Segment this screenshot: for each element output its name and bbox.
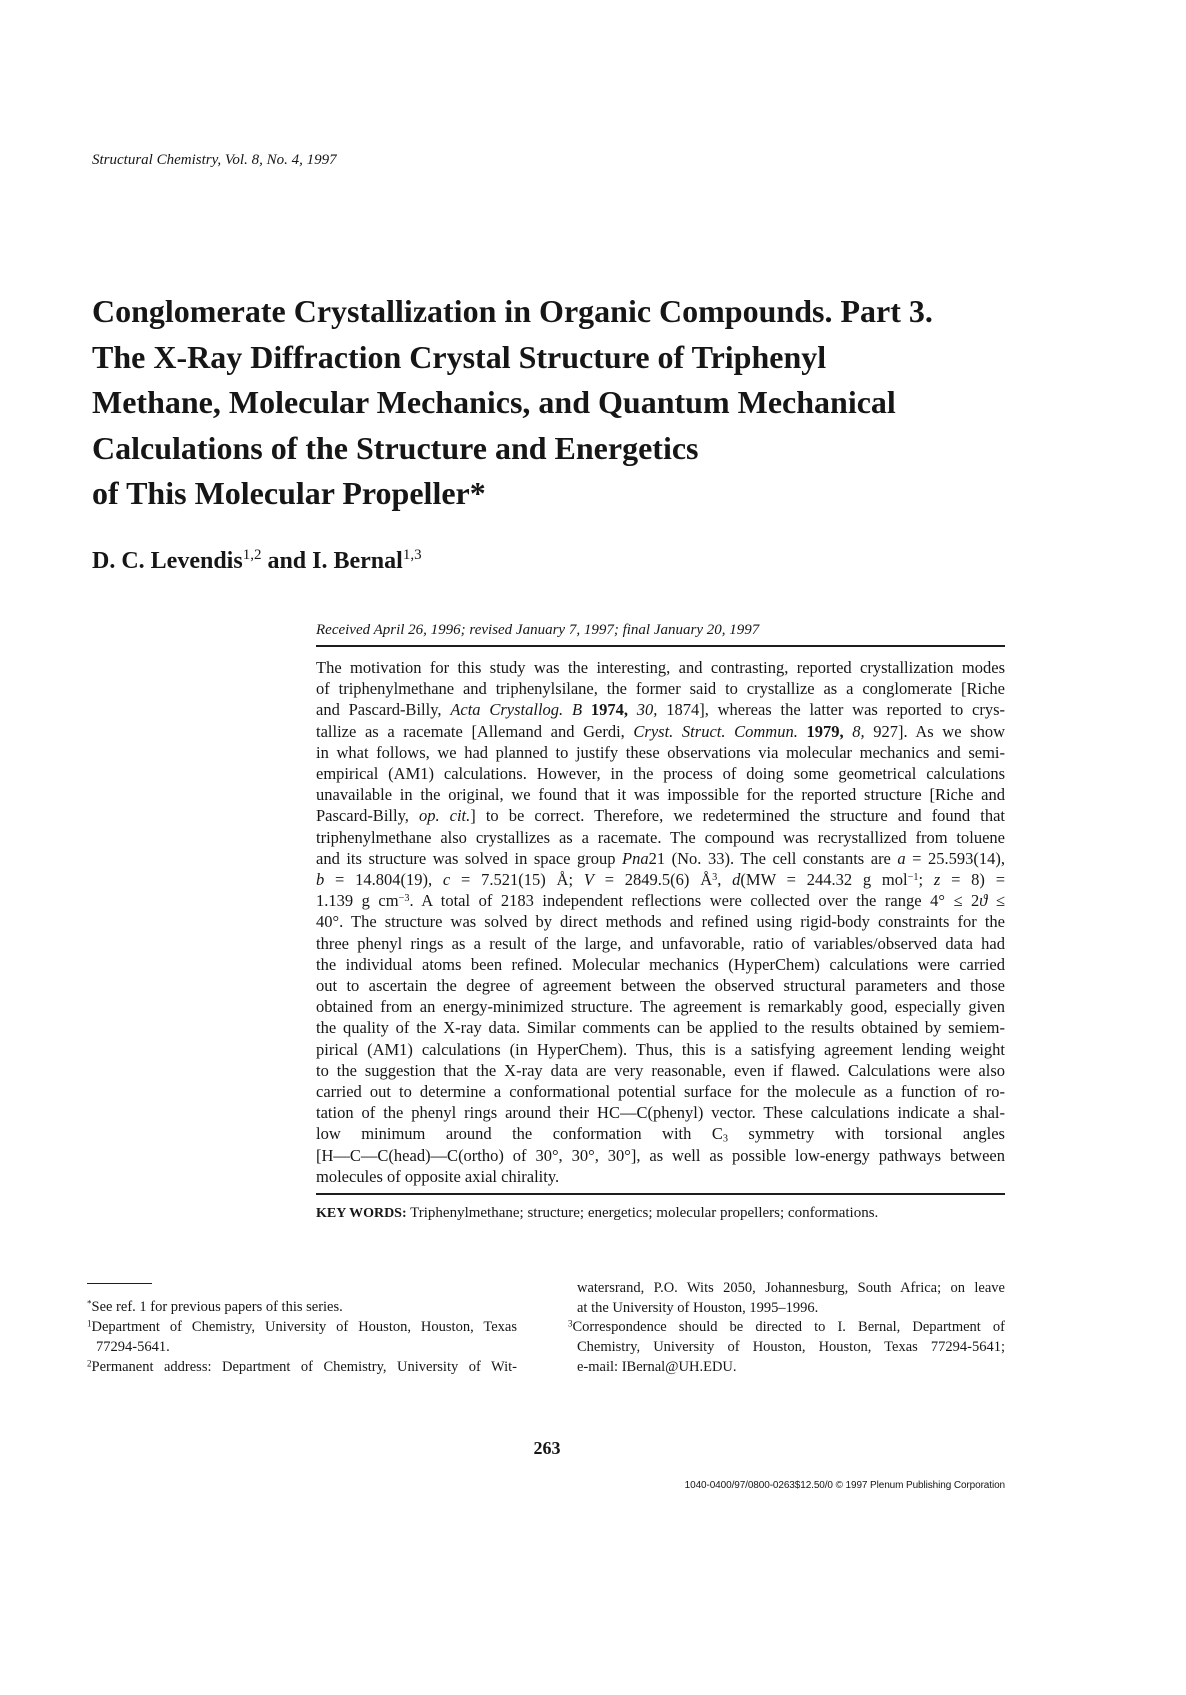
abstract-top-rule	[316, 645, 1005, 647]
superscript: −3	[398, 893, 410, 905]
text-run: unavailable in the original, we found that it was impossible for the reported structure [Riche and	[316, 785, 1005, 805]
text-run: out to ascertain the degree of agreement between the observed structural parameters and those	[316, 976, 1005, 996]
article-title	[92, 289, 933, 517]
subscript: 3	[722, 1134, 728, 1146]
author-affiliation-marks: 1,3	[402, 547, 422, 563]
abstract-line	[316, 827, 1005, 848]
abstract-line	[316, 1081, 1005, 1102]
text-run: three phenyl rings as a result of the large, and unfavorable, ratio of variables/observed data had	[316, 933, 1005, 953]
italic-text: Pna	[622, 848, 649, 868]
text-run: = 2849.5(6) Å	[593, 870, 713, 890]
abstract-line	[316, 763, 1005, 784]
copyright-line: 1040-0400/97/0800-0263$12.50/0 © 1997 Plenum Publishing Corporation	[684, 1480, 1005, 1491]
footnote-line	[87, 1297, 517, 1317]
abstract-line	[316, 742, 1005, 763]
abstract-line	[316, 721, 1005, 742]
footnotes-left-column	[87, 1297, 517, 1377]
footnote-line	[87, 1317, 517, 1337]
italic-text: Cryst. Struct. Commun.	[633, 721, 798, 741]
text-run: = 7.521(15) Å;	[450, 870, 584, 890]
abstract-line	[316, 1123, 1005, 1144]
superscript: 2	[87, 1358, 92, 1369]
title-line: of This Molecular Propeller*	[92, 475, 486, 511]
abstract-line	[316, 699, 1005, 720]
title-line: Conglomerate Crystallization in Organic Compounds. Part 3.	[92, 293, 933, 329]
abstract-line	[316, 678, 1005, 699]
italic-text: b	[316, 870, 325, 890]
text-run: Correspondence should be directed to I. Bernal, Department of	[572, 1319, 1005, 1336]
text-run: ,	[717, 870, 733, 890]
footnote-line	[568, 1279, 1005, 1299]
keywords	[316, 1203, 878, 1224]
text-run: = 25.593(14),	[905, 848, 1005, 868]
title-line: Calculations of the Structure and Energetics	[92, 429, 699, 466]
text-run: See ref. 1 for previous papers of this series.	[91, 1299, 343, 1315]
text-run: pirical (AM1) calculations (in HyperChem). Thus, this is a satisfying agreement lending weight	[316, 1039, 1005, 1059]
text-run	[844, 722, 853, 741]
abstract-line	[316, 848, 1005, 869]
abstract-line	[316, 1102, 1005, 1123]
author-affiliation-marks: 1,2	[242, 547, 262, 563]
text-run: triphenylmethane also crystallizes as a racemate. The compound was recrystallized from toluene	[316, 827, 1005, 847]
abstract-line	[316, 1145, 1005, 1166]
footnote-line	[568, 1358, 1005, 1378]
text-run: ;	[918, 870, 934, 890]
text-run: tallize as a racemate [Allemand and Gerdi,	[316, 721, 634, 741]
text-run: the individual atoms been refined. Molecular mechanics (HyperChem) calculations were carried	[316, 954, 1005, 974]
italic-text: Acta Crystallog. B	[450, 700, 583, 720]
italic-text: d	[732, 870, 741, 890]
text-run: carried out to determine a conformational potential surface for the molecule as a function of ro-	[316, 1082, 1005, 1102]
footnote-line	[568, 1338, 1005, 1358]
text-run: 40°. The structure was solved by direct methods and refined using rigid-body constraints for the	[316, 912, 1005, 932]
text-run: obtained from an energy-minimized structure. The agreement is remarkably good, especially given	[316, 997, 1005, 1017]
text-run: [H—C—C(head)—C(ortho) of 30°, 30°, 30°], as well as possible low-energy pathways between	[316, 1145, 1005, 1165]
superscript: 3	[712, 871, 718, 883]
author-list	[92, 546, 422, 576]
abstract-line	[316, 996, 1005, 1017]
italic-text: z	[933, 870, 941, 890]
text-run: at the University of Houston, 1995–1996.	[577, 1299, 819, 1316]
text-run: low minimum around the conformation with C	[316, 1124, 723, 1144]
text-run: Chemistry, University of Houston, Houston, Texas 77294-5641;	[577, 1339, 1005, 1356]
superscript: 1	[87, 1318, 92, 1329]
abstract-line	[316, 657, 1005, 678]
footnote-line	[87, 1337, 517, 1357]
text-run: Pascard-Billy,	[316, 806, 419, 826]
text-run: 77294-5641.	[96, 1339, 170, 1355]
italic-text: op. cit.	[418, 806, 471, 826]
text-run: 1.139 g cm	[316, 891, 399, 911]
abstract-line	[316, 933, 1005, 954]
abstract-line	[316, 1166, 1005, 1187]
italic-text: 8,	[852, 721, 865, 741]
text-run: 21 (No. 33). The cell constants are	[648, 848, 898, 868]
text-run: The motivation for this study was the interesting, and contrasting, reported crystallization modes	[316, 658, 1005, 677]
abstract-line	[316, 1017, 1005, 1038]
abstract-line	[316, 911, 1005, 932]
text-run: the quality of the X-ray data. Similar comments can be applied to the results obtained by semiem-	[316, 1018, 1005, 1038]
abstract-line	[316, 1060, 1005, 1081]
superscript: −1	[907, 871, 919, 883]
title-line: Methane, Molecular Mechanics, and Quantum Mechanical	[92, 384, 896, 420]
italic-text: ϑ	[979, 891, 988, 911]
text-run: (MW = 244.32 g mol	[740, 870, 908, 890]
bold-text: 1974,	[590, 700, 628, 720]
superscript: 3	[568, 1318, 573, 1329]
text-run: e-mail: IBernal@UH.EDU.	[577, 1358, 737, 1375]
abstract-line	[316, 805, 1005, 826]
received-dates: Received April 26, 1996; revised January 7, 1997; final January 20, 1997	[316, 622, 760, 638]
text-run: . A total of 2183 independent reflections were collected over the range 4° ≤ 2	[409, 891, 980, 911]
text-run: in what follows, we had planned to justify these observations via molecular mechanics and semi-	[316, 742, 1005, 762]
text-run: 1874], whereas the latter was reported to crys-	[657, 700, 1006, 720]
text-run: to the suggestion that the X-ray data are very reasonable, even if flawed. Calculations were also	[316, 1060, 1005, 1080]
text-run: and its structure was solved in space group	[316, 848, 623, 868]
title-line: The X-Ray Diffraction Crystal Structure of Triphenyl	[92, 338, 827, 375]
footnote-rule	[87, 1283, 152, 1284]
footnote-line	[568, 1299, 1005, 1319]
abstract	[316, 657, 1005, 1187]
superscript: *	[87, 1298, 92, 1309]
author-name: I. Bernal	[312, 548, 403, 574]
page-number: 263	[533, 1438, 561, 1458]
abstract-line	[316, 975, 1005, 996]
text-run: and Pascard-Billy,	[316, 700, 451, 720]
abstract-line	[316, 890, 1005, 911]
text-run: 927]. As we show	[864, 721, 1006, 741]
italic-text: a	[897, 848, 906, 868]
text-run: tation of the phenyl rings around their HC—C(phenyl) vector. These calculations indicate a shal-	[316, 1103, 1005, 1123]
text-run: = 14.804(19),	[324, 870, 443, 890]
text-run: empirical (AM1) calculations. However, in the process of doing some geometrical calculations	[316, 764, 1005, 784]
abstract-bottom-rule	[316, 1193, 1005, 1195]
footnotes-right-column	[568, 1279, 1005, 1378]
abstract-line	[316, 869, 1005, 890]
italic-text: c	[442, 870, 451, 890]
footnote-line	[87, 1357, 517, 1377]
italic-text: V	[583, 870, 594, 890]
text-run: Department of Chemistry, University of Houston, Houston, Texas	[91, 1319, 517, 1335]
abstract-line	[316, 784, 1005, 805]
text-run	[582, 700, 591, 719]
journal-citation: Structural Chemistry, Vol. 8, No. 4, 1997	[92, 152, 337, 168]
text-run: of triphenylmethane and triphenylsilane, the former said to crystallize as a conglomerate [Riche	[316, 679, 1005, 699]
text-run: = 8) =	[940, 870, 1006, 890]
text-run: Permanent address: Department of Chemistry, University of Wit-	[91, 1359, 517, 1375]
footnote-line	[568, 1318, 1005, 1338]
text-run: symmetry with torsional angles	[727, 1124, 1005, 1144]
text-run: molecules of opposite axial chirality.	[316, 1166, 560, 1186]
text-run: watersrand, P.O. Wits 2050, Johannesburg, South Africa; on leave	[577, 1280, 1005, 1296]
bold-text: 1979,	[806, 721, 844, 741]
text-run: ≤	[987, 891, 1005, 911]
author-name: D. C. Levendis	[92, 548, 243, 574]
abstract-line	[316, 1039, 1005, 1060]
author-joiner: and	[267, 548, 307, 574]
keywords-text: Triphenylmethane; structure; energetics; molecular propellers; conformations.	[410, 1205, 879, 1221]
text-run	[628, 700, 637, 719]
italic-text: 30,	[636, 700, 658, 720]
keywords-label: KEY WORDS:	[316, 1206, 407, 1221]
abstract-line	[316, 954, 1005, 975]
text-run: ] to be correct. Therefore, we redetermined the structure and found that	[470, 806, 1006, 826]
